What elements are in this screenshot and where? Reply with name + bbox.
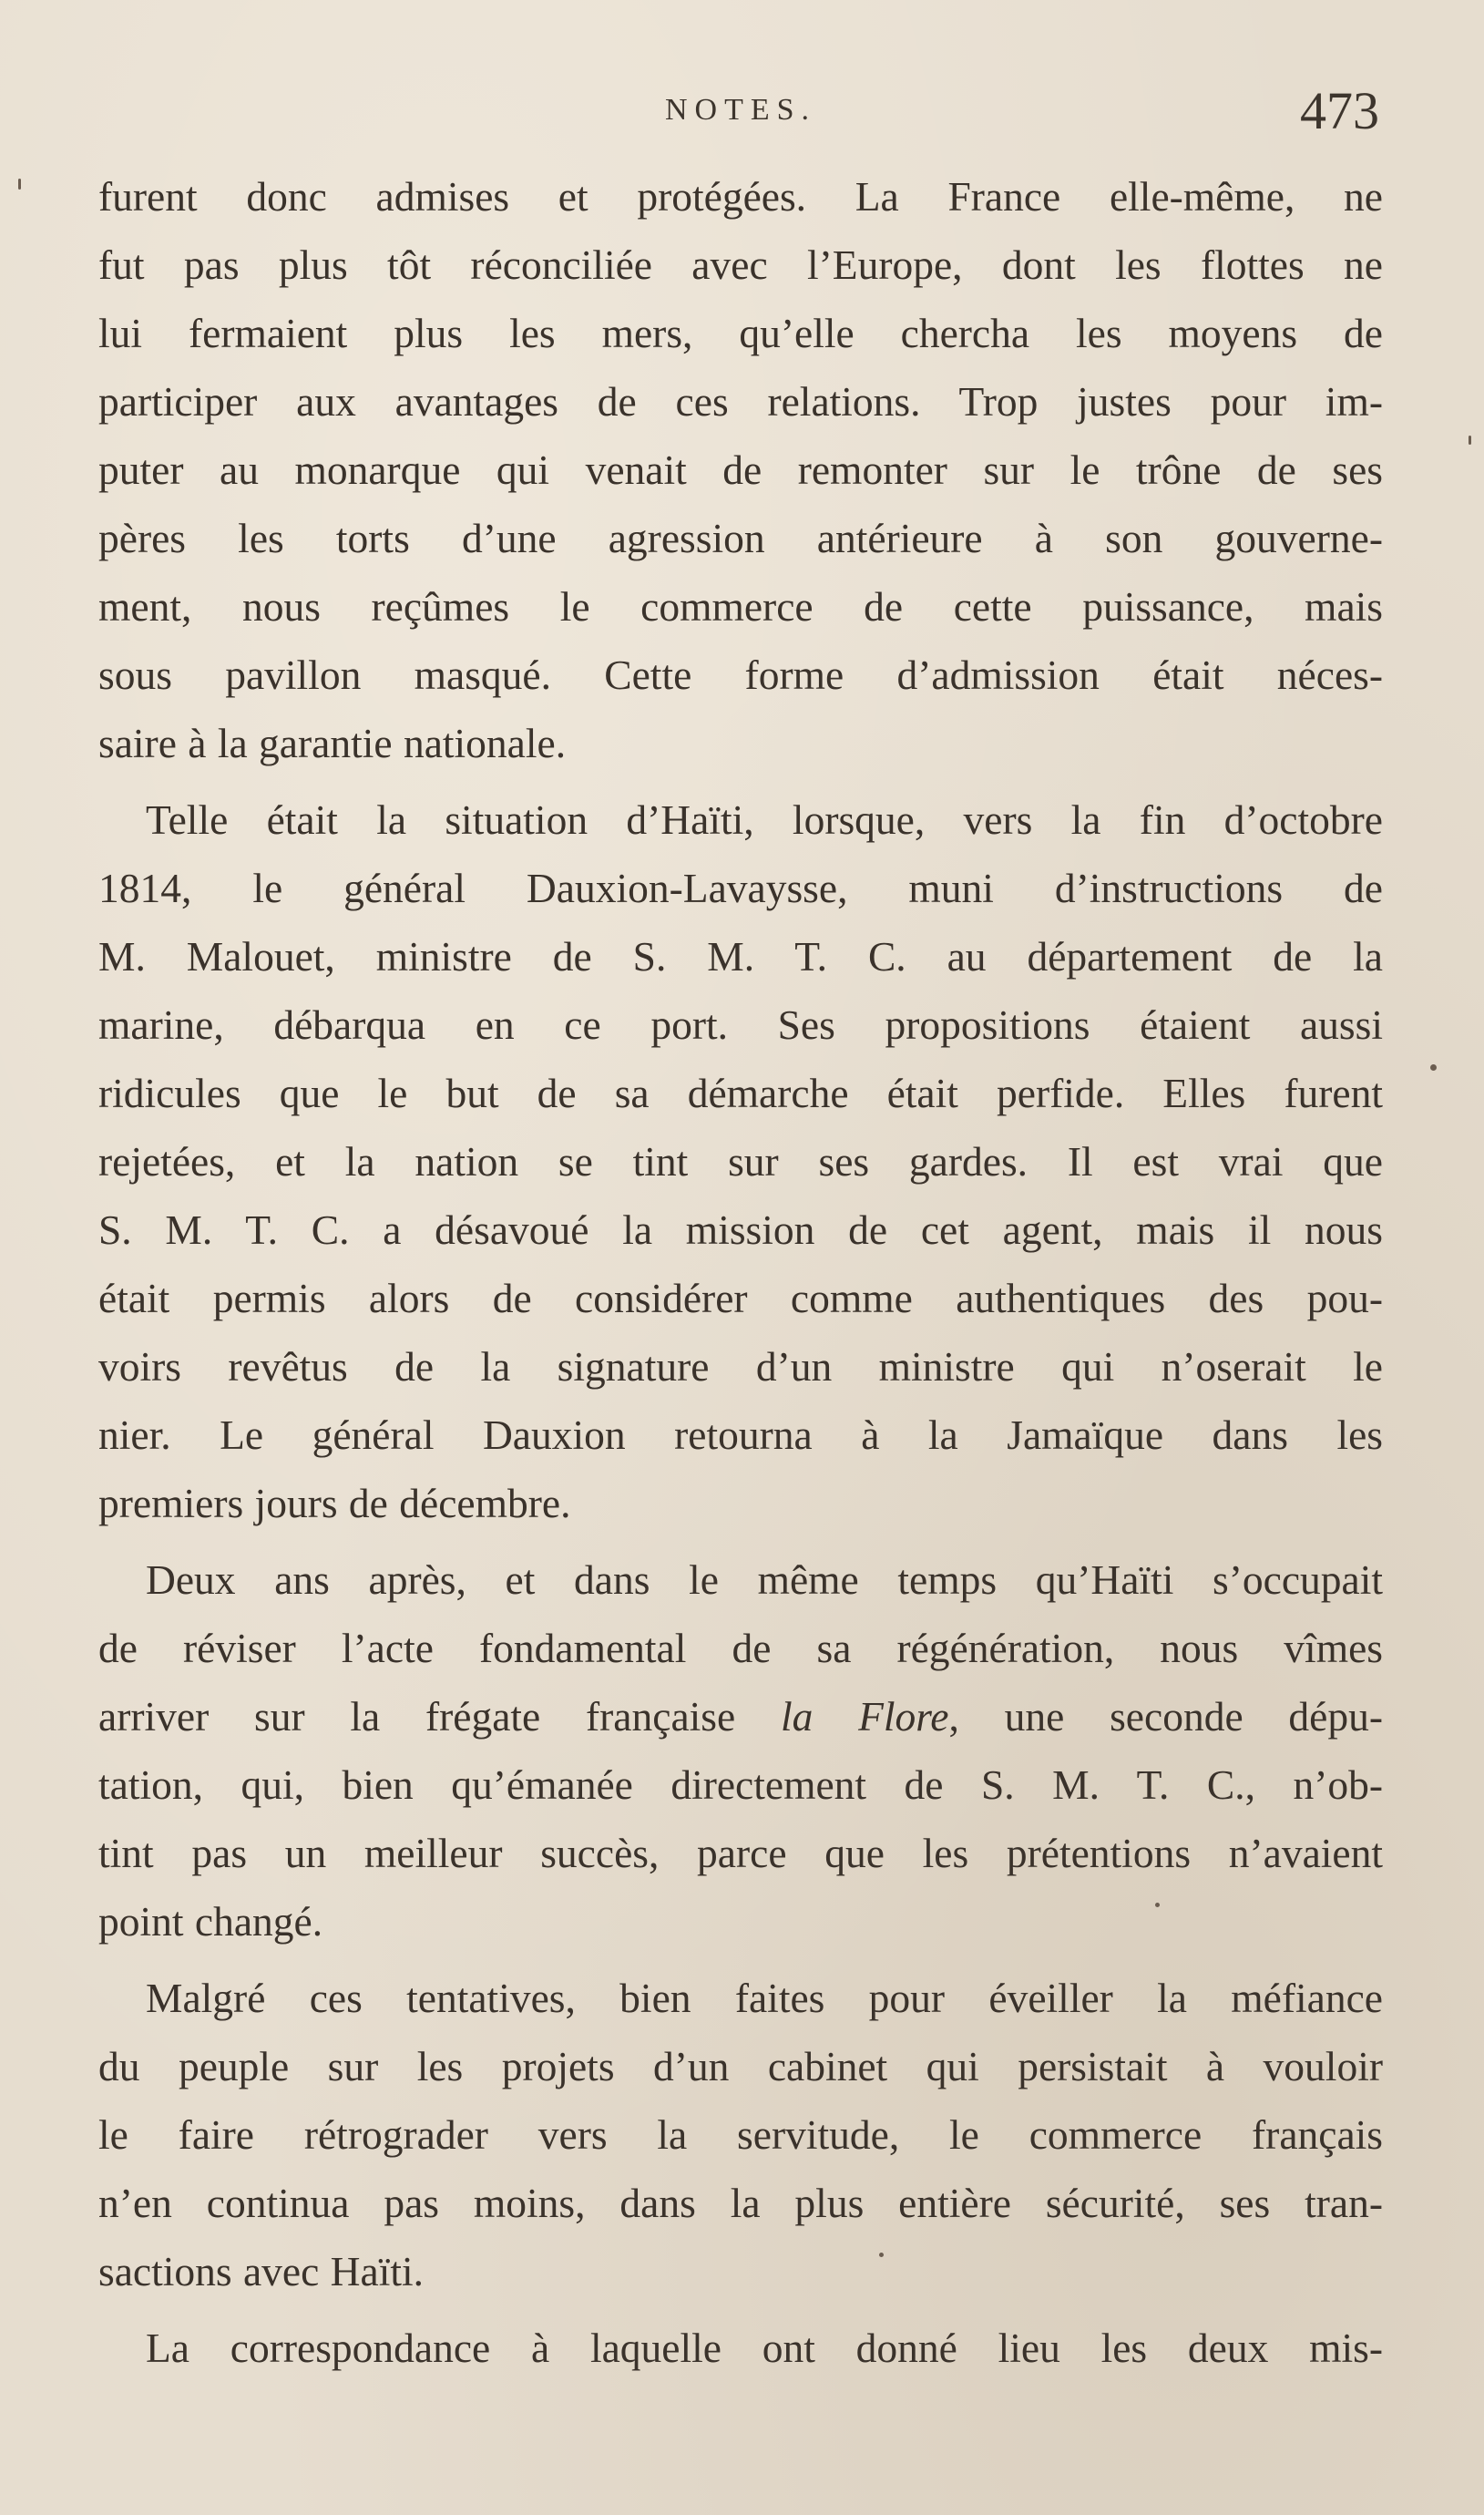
text-line: saire à la garantie nationale. [98,720,567,766]
text-line: La correspondance à laquelle ont donné lieu les deux mis- [146,2325,1383,2371]
running-head: NOTES. [664,93,817,127]
paper-speck [879,2253,884,2257]
text-line: sactions avec Haïti. [98,2248,425,2294]
text-line: Telle était la situation d’Haïti, lorsque, vers la fin d’octobre [146,796,1383,843]
text-line: n’en continua pas moins, dans la plus entière sécurité, ses tran- [98,2180,1383,2226]
text-line: voirs revêtus de la signature d’un ministre qui n’oserait le [98,1343,1383,1390]
text-line: le faire rétrograder vers la servitude, le commerce français [98,2111,1383,2158]
text-line: pères les torts d’une agression antérieure à son gouverne- [98,515,1383,561]
text-line: Malgré ces tentatives, bien faites pour éveiller la méfiance [146,1975,1383,2021]
text-line: nier. Le général Dauxion retourna à la Jamaïque dans les [98,1411,1383,1458]
body-text [98,162,1383,2382]
paper-speck [1155,1903,1160,1907]
text-line: participer aux avantages de ces relations. Trop justes pour im- [98,378,1383,425]
ship-name: la Flore [780,1693,949,1740]
text-line: ridicules que le but de sa démarche était perfide. Elles furent [98,1070,1383,1116]
text-line: fut pas plus tôt réconciliée avec l’Europe, dont les flottes ne [98,241,1383,288]
text-line: tint pas un meilleur succès, parce que les prétentions n’avaient [98,1830,1383,1876]
text-line: sous pavillon masqué. Cette forme d’admission était néces- [98,652,1383,698]
text-line: 1814, le général Dauxion-Lavaysse, muni d’instructions de [98,865,1383,911]
page-number: 473 [1300,81,1379,140]
paragraph-5 [98,2314,1383,2382]
text-line: marine, débarqua en ce port. Ses propositions étaient aussi [98,1001,1383,1048]
text-fragment: , une seconde dépu- [948,1693,1384,1740]
paper-speck [18,179,21,190]
text-fragment: arriver sur la frégate française [98,1693,781,1740]
text-line: furent donc admises et protégées. La France elle-même, ne [98,173,1383,220]
text-line: puter au monarque qui venait de remonter sur le trône de ses [98,447,1383,493]
text-line: Deux ans après, et dans le même temps qu’Haïti s’occupait [146,1556,1383,1603]
text-line: du peuple sur les projets d’un cabinet qui persistait à vouloir [98,2043,1383,2089]
text-line: S. M. T. C. a désavoué la mission de cet agent, mais il nous [98,1206,1383,1253]
text-line: ment, nous reçûmes le commerce de cette puissance, mais [98,583,1383,630]
paragraph-2 [98,785,1383,1537]
paragraph-1 [98,162,1383,777]
text-line: premiers jours de décembre. [98,1480,571,1526]
text-line: M. Malouet, ministre de S. M. T. C. au département de la [98,933,1383,980]
text-line: était permis alors de considérer comme authentiques des pou- [98,1275,1383,1321]
paper-speck [1469,436,1471,445]
text-line-with-ship [98,1682,1383,1750]
paragraph-3 [98,1545,1383,1956]
paper-speck [1430,1064,1437,1071]
text-line: lui fermaient plus les mers, qu’elle chercha les moyens de [98,310,1383,356]
text-line: de réviser l’acte fondamental de sa régénération, nous vîmes [98,1625,1383,1671]
page-header [98,80,1383,144]
text-line: rejetées, et la nation se tint sur ses gardes. Il est vrai que [98,1138,1383,1185]
paragraph-4 [98,1964,1383,2305]
text-line: tation, qui, bien qu’émanée directement de S. M. T. C., n’ob- [98,1761,1383,1808]
text-line: point changé. [98,1898,323,1945]
